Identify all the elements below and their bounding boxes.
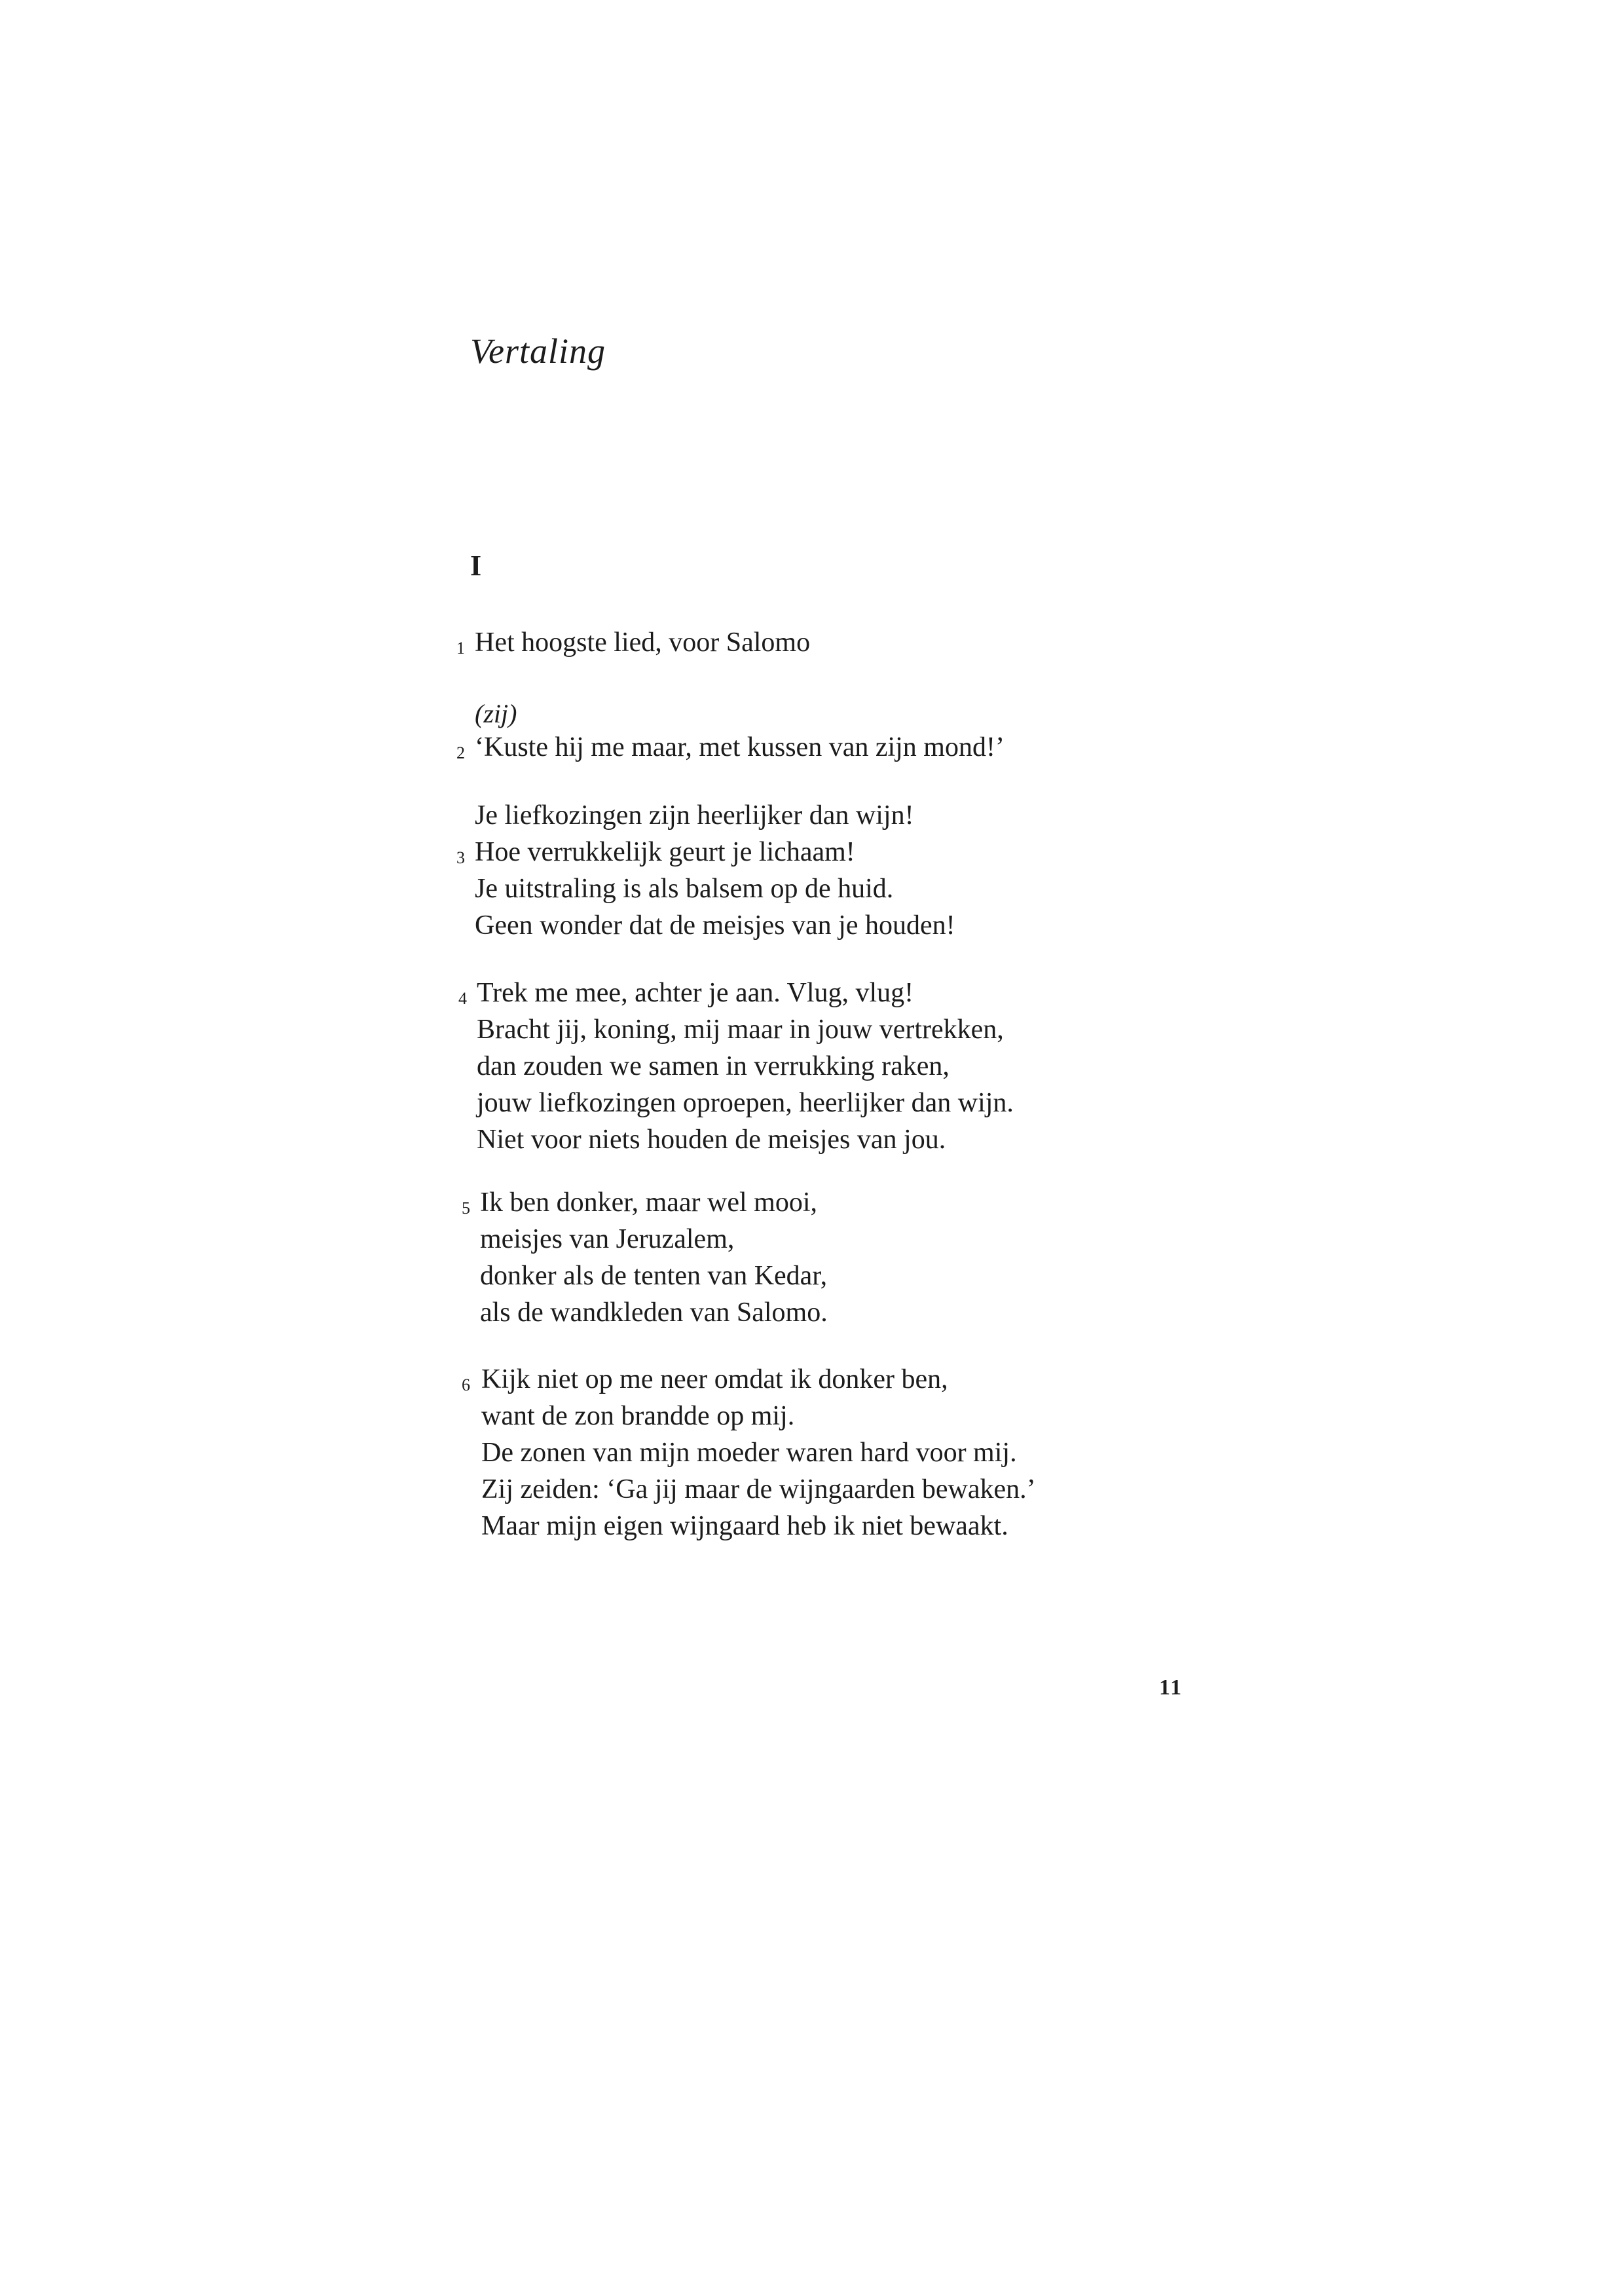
page-title: Vertaling (470, 331, 606, 371)
speaker-label: (zij) (475, 699, 517, 728)
verse-number: 4 (458, 989, 467, 1008)
page-number: 11 (1159, 1675, 1183, 1700)
verse-line: Ik ben donker, maar wel mooi, (480, 1187, 817, 1218)
verse-line: als de wandkleden van Salomo. (480, 1297, 828, 1328)
verse-line: ‘Kuste hij me maar, met kussen van zijn mond!’ (475, 732, 1005, 762)
verse-line: Je uitstraling is als balsem op de huid. (475, 874, 894, 904)
verse-line: want de zon brandde op mij. (481, 1401, 795, 1431)
verse-line: De zonen van mijn moeder waren hard voor mij. (481, 1438, 1017, 1468)
verse-line: Niet voor niets houden de meisjes van jou. (477, 1125, 946, 1155)
verse-line: Maar mijn eigen wijngaard heb ik niet bewaakt. (481, 1511, 1008, 1541)
verse-line: Kijk niet op me neer omdat ik donker ben, (481, 1364, 948, 1394)
verse-number: 3 (456, 848, 465, 867)
chapter-heading: I (470, 550, 482, 582)
verse-number: 6 (462, 1375, 470, 1394)
verse-line: Zij zeiden: ‘Ga jij maar de wijngaarden bewaken.’ (481, 1474, 1036, 1504)
verse-number: 5 (462, 1199, 470, 1218)
verse-line: donker als de tenten van Kedar, (480, 1261, 828, 1291)
verse-number: 1 (456, 639, 465, 658)
verse-line: Hoe verrukkelijk geurt je lichaam! (475, 837, 855, 867)
verse-number: 2 (456, 743, 465, 762)
verse-line: Je liefkozingen zijn heerlijker dan wijn! (475, 800, 914, 830)
verse-line: meisjes van Jeruzalem, (480, 1224, 735, 1254)
verse-line: Trek me mee, achter je aan. Vlug, vlug! (477, 978, 914, 1008)
verse-line: Geen wonder dat de meisjes van je houden! (475, 910, 955, 941)
verse-line: jouw liefkozingen oproepen, heerlijker dan wijn. (477, 1088, 1014, 1118)
verse-line: Het hoogste lied, voor Salomo (475, 627, 811, 658)
verse-line: dan zouden we samen in verrukking raken, (477, 1051, 950, 1081)
verse-line: Bracht jij, koning, mij maar in jouw vertrekken, (477, 1015, 1004, 1045)
